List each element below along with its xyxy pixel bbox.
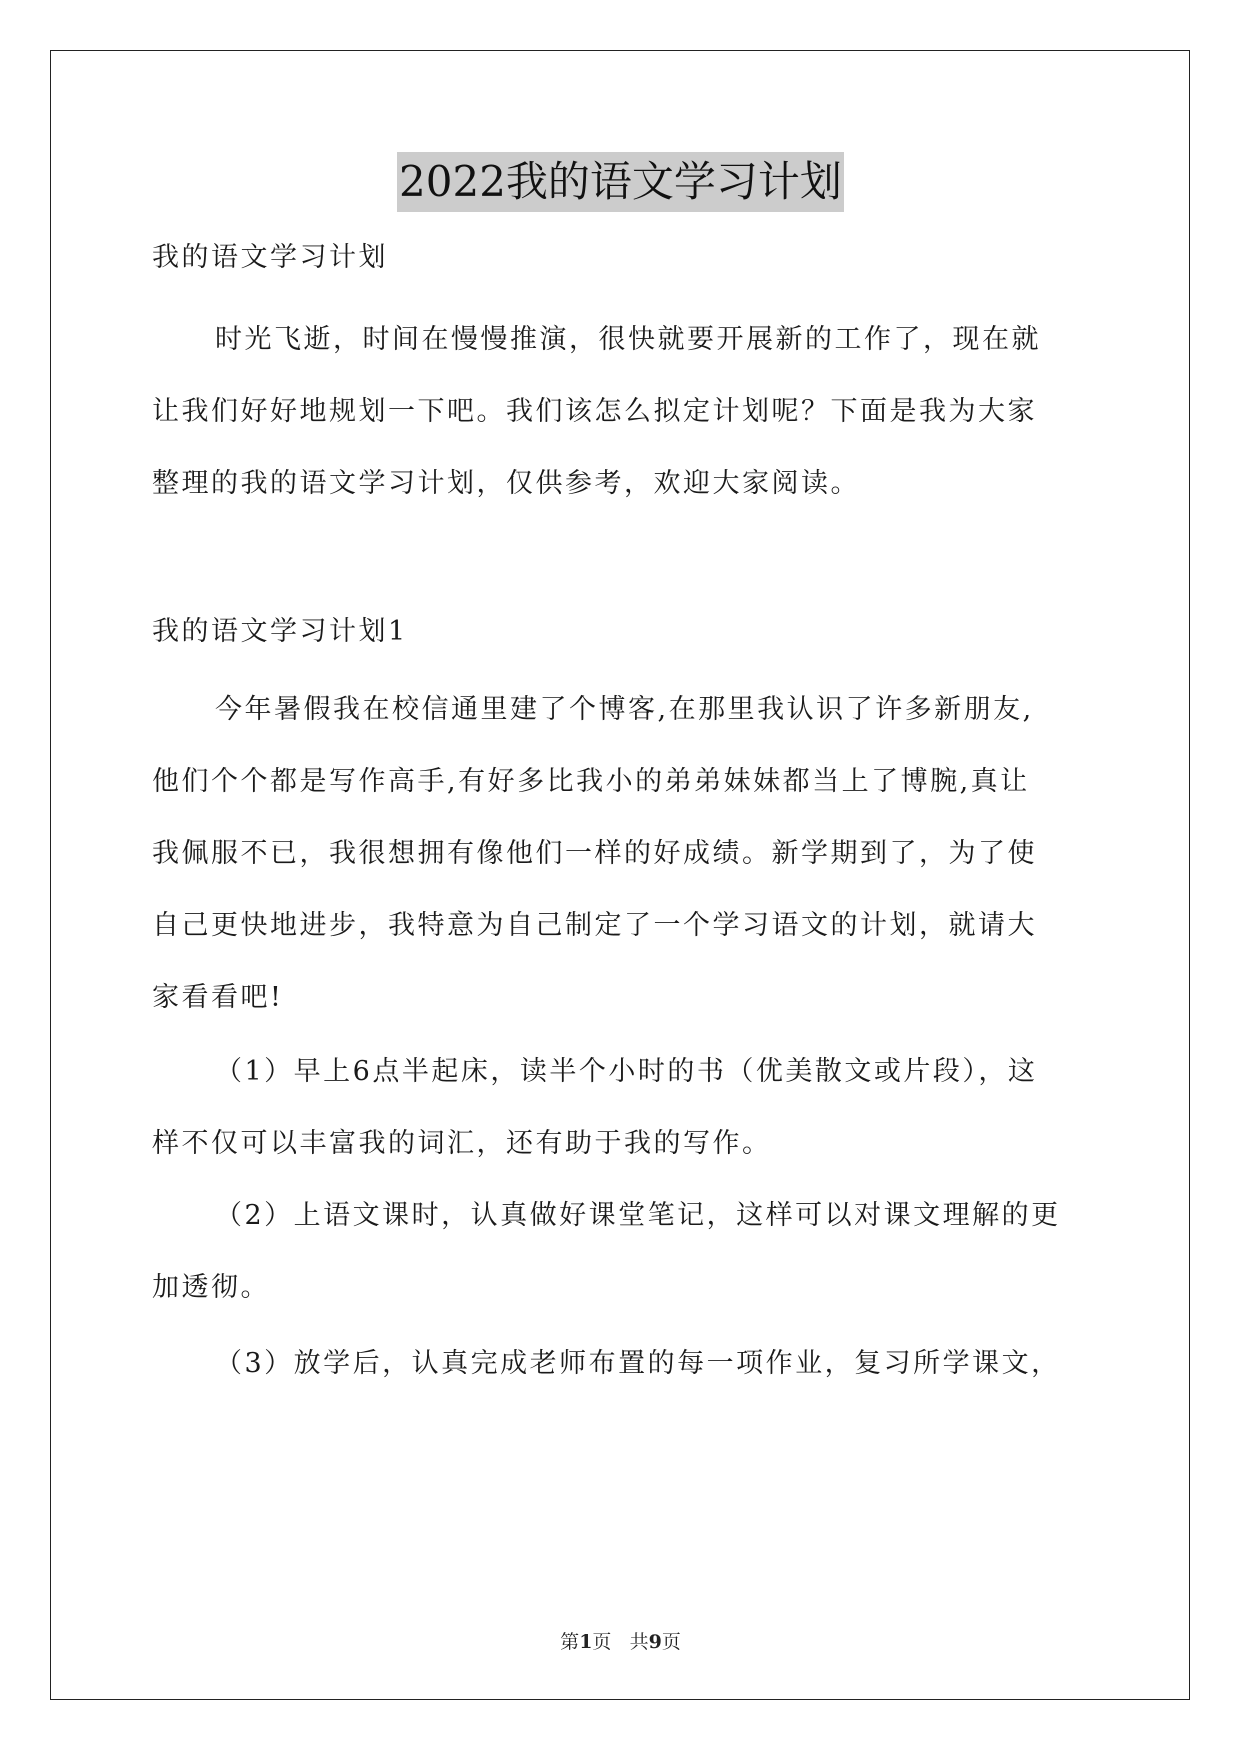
title-container bbox=[0, 152, 1241, 212]
page-current: 1 bbox=[579, 1631, 593, 1653]
list-item-line: 加透彻。 bbox=[152, 1272, 270, 1303]
section-heading: 我的语文学习计划 bbox=[152, 242, 388, 273]
paragraph-line: 家看看吧! bbox=[152, 982, 284, 1013]
list-item-line: 样不仅可以丰富我的词汇，还有助于我的写作。 bbox=[152, 1128, 772, 1159]
list-item-line: （1）早上6点半起床，读半个小时的书（优美散文或片段），这 bbox=[215, 1056, 1038, 1087]
total-prefix: 共 bbox=[629, 1631, 649, 1653]
section-heading: 我的语文学习计划1 bbox=[152, 616, 408, 647]
paragraph-line: 整理的我的语文学习计划，仅供参考，欢迎大家阅读。 bbox=[152, 468, 860, 499]
page-prefix: 第 bbox=[560, 1631, 580, 1653]
page-suffix: 页 bbox=[592, 1631, 612, 1653]
total-suffix: 页 bbox=[661, 1631, 681, 1653]
page-border bbox=[50, 50, 1190, 1700]
paragraph-line: 我佩服不已，我很想拥有像他们一样的好成绩。新学期到了，为了使 bbox=[152, 838, 1037, 869]
paragraph-line: 让我们好好地规划一下吧。我们该怎么拟定计划呢？下面是我为大家 bbox=[152, 396, 1037, 427]
paragraph-line: 自己更快地进步，我特意为自己制定了一个学习语文的计划，就请大 bbox=[152, 910, 1037, 941]
page-total: 9 bbox=[648, 1631, 662, 1653]
list-item-line: （3）放学后，认真完成老师布置的每一项作业，复习所学课文， bbox=[215, 1348, 1061, 1379]
paragraph-line: 他们个个都是写作高手,有好多比我小的弟弟妹妹都当上了博腕,真让 bbox=[152, 766, 1030, 797]
paragraph-line: 今年暑假我在校信通里建了个博客,在那里我认识了许多新朋友, bbox=[215, 694, 1034, 725]
document-title: 2022我的语文学习计划 bbox=[397, 152, 844, 212]
paragraph-line: 时光飞逝，时间在慢慢推演，很快就要开展新的工作了，现在就 bbox=[215, 324, 1041, 355]
page-footer bbox=[0, 1628, 1241, 1656]
list-item-line: （2）上语文课时，认真做好课堂笔记，这样可以对课文理解的更 bbox=[215, 1200, 1061, 1231]
